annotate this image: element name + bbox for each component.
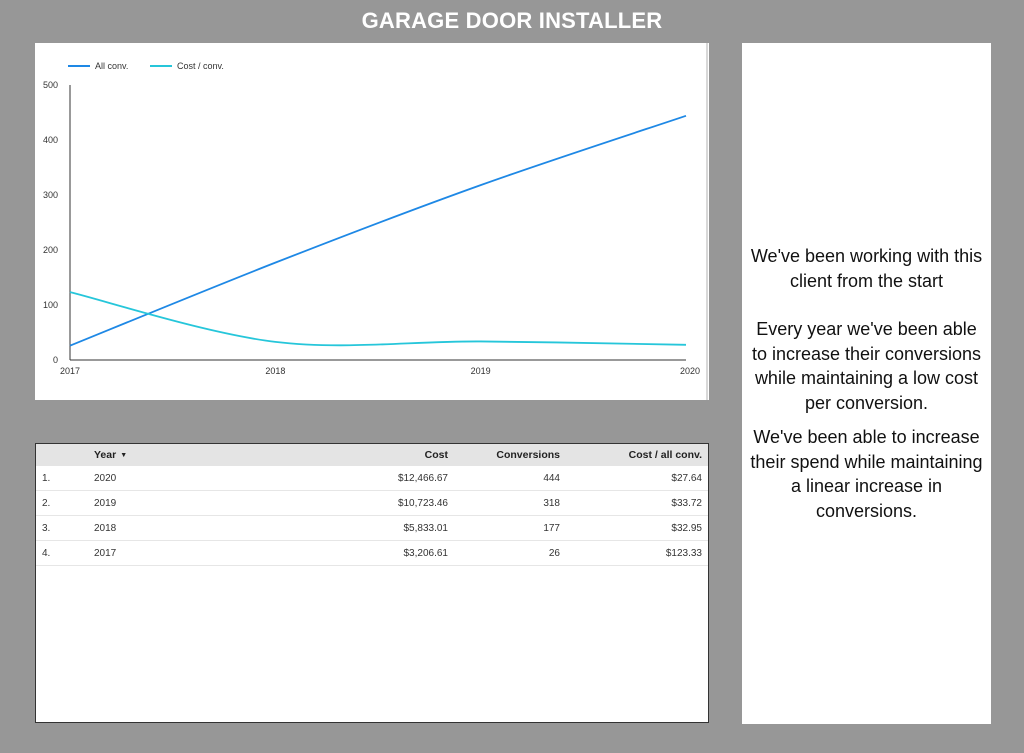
x-tick-label: 2019 [470, 366, 491, 376]
row-index: 1. [36, 466, 88, 491]
cell-cost-per-conv: $27.64 [566, 466, 708, 491]
cell-year: 2018 [88, 516, 272, 541]
table-row [36, 466, 708, 491]
row-index: 2. [36, 491, 88, 516]
series-line-all-conv [70, 116, 686, 346]
data-table-panel [35, 443, 709, 723]
notes-paragraph-2: Every year we've been able to increase their conversions while maintaining a low cost per conversion. [751, 319, 982, 413]
y-tick-label: 400 [42, 135, 58, 145]
cell-cost-per-conv: $33.72 [566, 491, 708, 516]
cell-conversions: 26 [454, 541, 566, 566]
legend-label: All conv. [95, 61, 129, 71]
row-index: 3. [36, 516, 88, 541]
y-tick-label: 200 [42, 245, 58, 255]
y-tick-label: 0 [52, 355, 58, 365]
page-title: GARAGE DOOR INSTALLER [361, 8, 663, 33]
line-chart-panel [35, 43, 709, 400]
cell-cost-per-conv: $32.95 [566, 516, 708, 541]
sort-down-icon[interactable]: ▼ [120, 451, 128, 459]
table-row [36, 491, 708, 516]
cell-cost-per-conv: $123.33 [566, 541, 708, 566]
cell-cost: $12,466.67 [272, 466, 454, 491]
notes-paragraph-3: We've been able to increase their spend while maintaining a linear increase in conversions. [750, 427, 983, 521]
header-year[interactable] [88, 444, 272, 466]
header-cost[interactable]: Cost [424, 449, 448, 461]
x-tick-label: 2018 [265, 366, 286, 376]
row-index: 4. [36, 541, 88, 566]
cell-cost: $10,723.46 [272, 491, 454, 516]
header-cost-per-conv[interactable]: Cost / all conv. [628, 449, 702, 461]
cell-year: 2020 [88, 466, 272, 491]
series-line-cost-per-conv [70, 292, 686, 345]
header-index [36, 444, 88, 466]
cell-year: 2017 [88, 541, 272, 566]
x-tick-label: 2017 [59, 366, 81, 376]
y-tick-label: 100 [42, 300, 58, 310]
table-row [36, 541, 708, 566]
table-row [36, 516, 708, 541]
chart-panel-edge [706, 43, 708, 400]
cell-year: 2019 [88, 491, 272, 516]
legend-label: Cost / conv. [177, 61, 224, 71]
cell-conversions: 444 [454, 466, 566, 491]
x-tick-label: 2020 [679, 366, 700, 376]
cell-conversions: 318 [454, 491, 566, 516]
y-tick-label: 500 [42, 80, 58, 90]
y-tick-label: 300 [42, 190, 58, 200]
data-table [36, 444, 708, 566]
notes-panel [742, 43, 991, 724]
header-year-label: Year [94, 449, 117, 461]
table-header-row [36, 444, 708, 466]
line-chart [35, 43, 709, 400]
cell-cost: $5,833.01 [272, 516, 454, 541]
notes-paragraph-1: We've been working with this client from the start [750, 246, 983, 291]
header-conversions[interactable]: Conversions [496, 449, 560, 461]
cell-cost: $3,206.61 [272, 541, 454, 566]
cell-conversions: 177 [454, 516, 566, 541]
